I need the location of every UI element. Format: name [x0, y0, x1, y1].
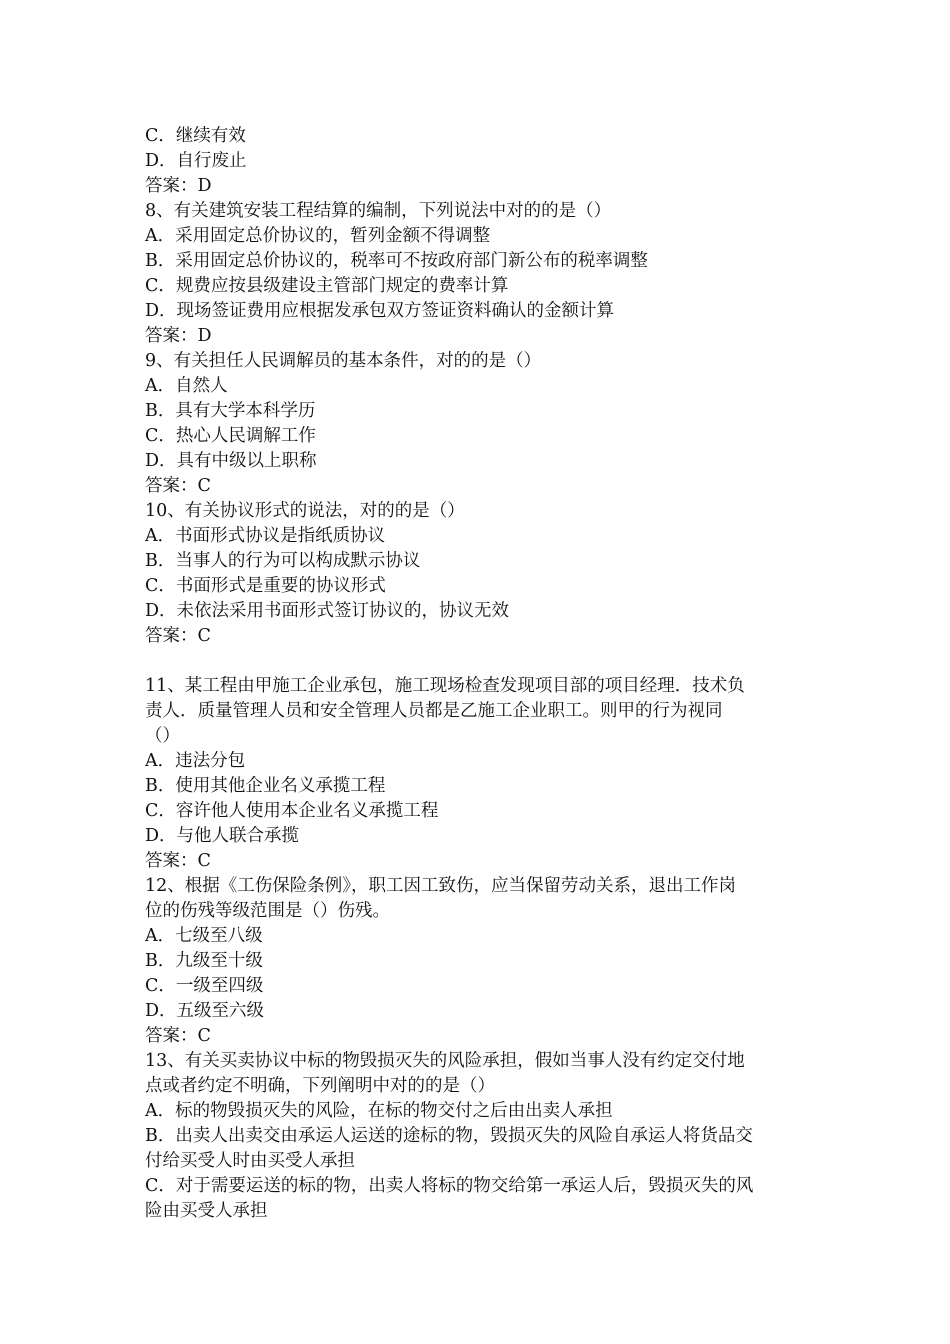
text-line: 答案：D: [145, 326, 212, 346]
text-line: A．采用固定总价协议的，暂列金额不得调整: [145, 226, 491, 246]
text-line: D．未依法采用书面形式签订协议的，协议无效: [145, 601, 510, 621]
question-block-top: [145, 124, 815, 649]
text-line: 答案：C: [145, 851, 211, 871]
text-line: 9、有关担任人民调解员的基本条件，对的的是（）: [145, 351, 542, 371]
text-line: A．违法分包: [145, 751, 246, 771]
text-line: 答案：C: [145, 1026, 211, 1046]
text-line: 答案：C: [145, 626, 211, 646]
text-line: 10、有关协议形式的说法，对的的是（）: [145, 501, 465, 521]
text-line: D．五级至六级: [145, 1001, 265, 1021]
text-line: B．使用其他企业名义承揽工程: [145, 776, 386, 796]
text-line: B．当事人的行为可以构成默示协议: [145, 551, 421, 571]
text-line: 8、有关建筑安装工程结算的编制，下列说法中对的的是（）: [145, 201, 612, 221]
text-line: C．容许他人使用本企业名义承揽工程: [145, 801, 439, 821]
text-line: A．自然人: [145, 376, 228, 396]
text-line: 11、某工程由甲施工企业承包，施工现场检查发现项目部的项目经理．技术负: [145, 676, 745, 696]
text-line: C．书面形式是重要的协议形式: [145, 576, 386, 596]
text-line: B．具有大学本科学历: [145, 401, 316, 421]
text-line: C．规费应按县级建设主管部门规定的费率计算: [145, 276, 509, 296]
text-line: B．九级至十级: [145, 951, 263, 971]
paragraph-gap: [145, 649, 815, 674]
text-line: D．具有中级以上职称: [145, 451, 317, 471]
text-line: 责人．质量管理人员和安全管理人员都是乙施工企业职工。则甲的行为视同: [145, 701, 723, 721]
text-line: 12、根据《工伤保险条例》，职工因工致伤，应当保留劳动关系，退出工作岗: [145, 876, 737, 896]
text-line: 答案：D: [145, 176, 212, 196]
text-line: C．一级至四级: [145, 976, 264, 996]
text-line: 付给买受人时由买受人承担: [145, 1151, 355, 1171]
text-line: B．采用固定总价协议的，税率可不按政府部门新公布的税率调整: [145, 251, 648, 271]
text-line: C．对于需要运送的标的物，出卖人将标的物交给第一承运人后，毁损灭失的风: [145, 1176, 754, 1196]
text-line: A．标的物毁损灭失的风险，在标的物交付之后由出卖人承担: [145, 1101, 613, 1121]
text-line: 答案：C: [145, 476, 211, 496]
text-line: A．书面形式协议是指纸质协议: [145, 526, 386, 546]
text-line: 点或者约定不明确，下列阐明中对的的是（）: [145, 1076, 495, 1096]
text-line: A．七级至八级: [145, 926, 263, 946]
text-line: C．热心人民调解工作: [145, 426, 316, 446]
text-line: D．与他人联合承揽: [145, 826, 300, 846]
text-line: 位的伤残等级范围是（）伤残。: [145, 901, 390, 921]
text-line: B．出卖人出卖交由承运人运送的途标的物，毁损灭失的风险自承运人将货品交: [145, 1126, 753, 1146]
text-line: D．自行废止: [145, 151, 247, 171]
question-block-bottom: [145, 674, 815, 1224]
text-line: （）: [145, 726, 180, 746]
text-line: 13、有关买卖协议中标的物毁损灭失的风险承担，假如当事人没有约定交付地: [145, 1051, 745, 1071]
text-line: 险由买受人承担: [145, 1201, 268, 1221]
text-line: C．继续有效: [145, 126, 246, 146]
document-page: [145, 124, 815, 1224]
text-line: D．现场签证费用应根据发承包双方签证资料确认的金额计算: [145, 301, 615, 321]
